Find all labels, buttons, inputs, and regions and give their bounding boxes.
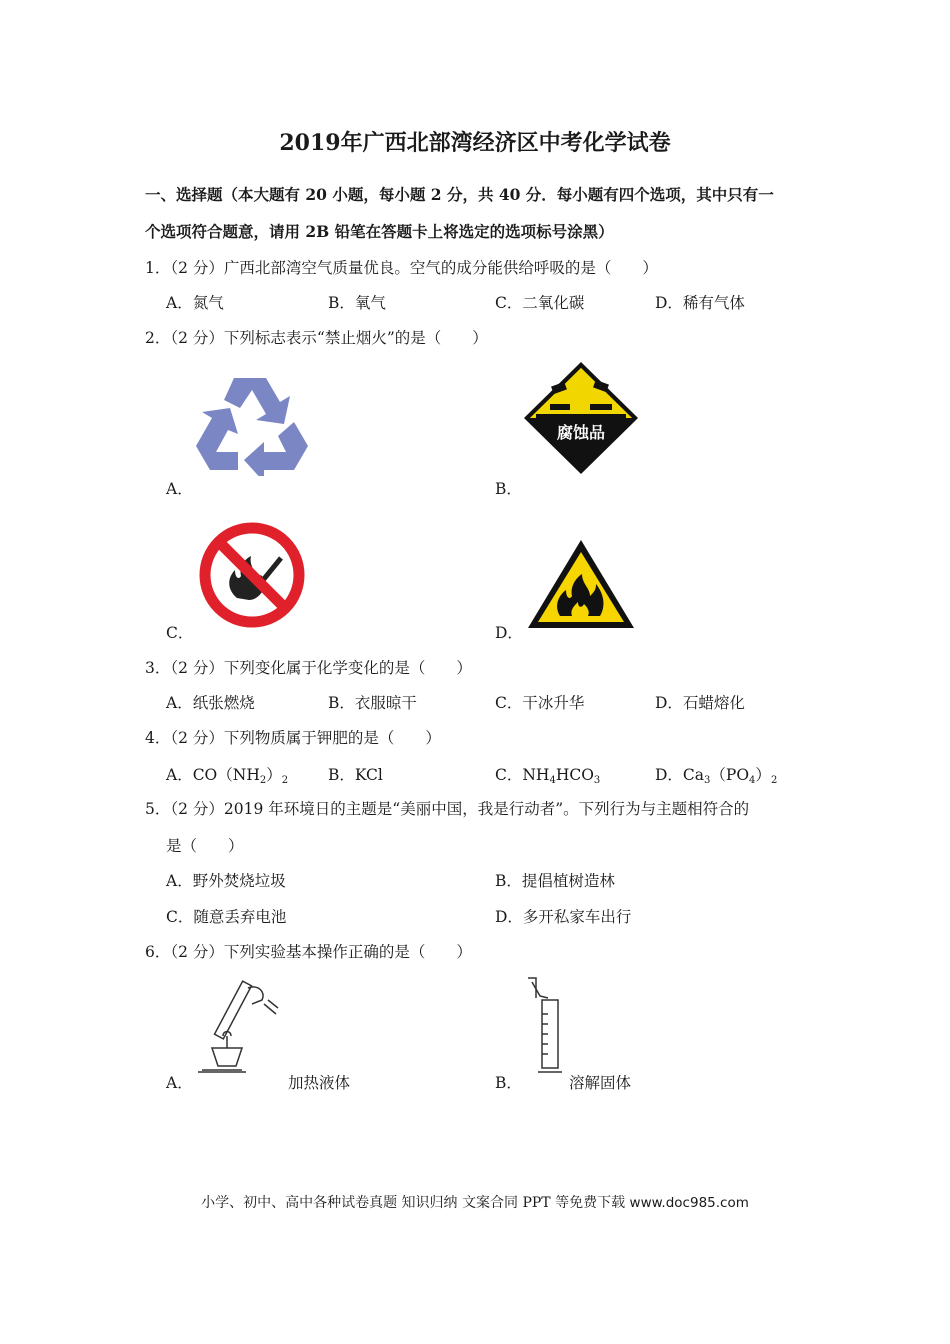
corrosive-sign-icon [522, 360, 640, 476]
q1-option-c: C．二氧化碳 [495, 294, 585, 312]
q4-option-a: A．$CO(NH_2)_2$ [166, 766, 289, 786]
section-header-line1: 一、选择题（本大题有 20 小题，每小题 2 分，共 40 分．每小题有四个选项，其中只有一 [145, 185, 774, 204]
q2-option-b: B． [495, 480, 522, 498]
heating-liquid-illustration-icon [192, 974, 284, 1078]
page-footer [0, 1192, 950, 1212]
q2-option-a: A． [166, 480, 193, 498]
q4-option-c: C．$NH_4HCO_3$ [495, 766, 601, 786]
q3-option-d: D．石蜡熔化 [655, 694, 745, 712]
q4-option-b: B．KCl [328, 766, 383, 784]
q5-option-c: C．随意丢弃电池 [166, 908, 287, 926]
question-5-stem-line1: 5．（2 分）2019 年环境日的主题是“美丽中国，我是行动者”。下列行为与主题相符合的 [145, 800, 750, 818]
question-6-stem: 6．（2 分）下列实验基本操作正确的是（ ） [145, 943, 472, 961]
recycle-sign-icon [194, 372, 310, 476]
q6-option-b: B． [495, 1074, 522, 1092]
q3-option-c: C．干冰升华 [495, 694, 585, 712]
no-fire-sign-icon [197, 520, 307, 630]
section-header-line2: 个选项符合题意，请用 2B 铅笔在答题卡上将选定的选项标号涂黑） [145, 222, 614, 241]
q3-option-a: A．纸张燃烧 [166, 694, 255, 712]
q1-option-d: D．稀有气体 [655, 294, 745, 312]
flammable-sign-icon [524, 536, 638, 632]
question-3-stem: 3．（2 分）下列变化属于化学变化的是（ ） [145, 659, 472, 677]
corrosive-sign-label: 腐蚀品 [556, 423, 606, 442]
q2-option-d: D． [495, 624, 523, 642]
q1-option-b: B．氧气 [328, 294, 386, 312]
question-5-stem-line2: 是（ ） [166, 837, 244, 855]
footer-text: 小学、初中、高中各种试卷真题 知识归纳 文案合同 PPT 等免费下载 [201, 1195, 626, 1211]
q5-option-d: D．多开私家车出行 [495, 908, 632, 926]
footer-url[interactable]: www.doc985.com [629, 1195, 749, 1211]
q4-option-d: D．$Ca_3(PO_4)_2$ [655, 766, 778, 786]
q6-option-a: A． [166, 1074, 193, 1092]
q6-option-a-caption: 加热液体 [288, 1074, 351, 1092]
q1-option-a: A．氮气 [166, 294, 224, 312]
measuring-cylinder-illustration-icon [522, 974, 568, 1078]
q5-option-b: B．提倡植树造林 [495, 872, 615, 890]
q6-option-b-caption: 溶解固体 [569, 1074, 632, 1092]
q3-option-b: B．衣服晾干 [328, 694, 417, 712]
page-title: 2019年广西北部湾经济区中考化学试卷 [279, 130, 671, 156]
question-4-stem: 4．（2 分）下列物质属于钾肥的是（ ） [145, 729, 441, 747]
question-2-stem: 2．（2 分）下列标志表示“禁止烟火”的是（ ） [145, 329, 488, 347]
q2-option-c: C． [166, 624, 194, 642]
q5-option-a: A．野外焚烧垃圾 [166, 872, 286, 890]
question-1-stem: 1．（2 分）广西北部湾空气质量优良。空气的成分能供给呼吸的是（ ） [145, 259, 658, 277]
